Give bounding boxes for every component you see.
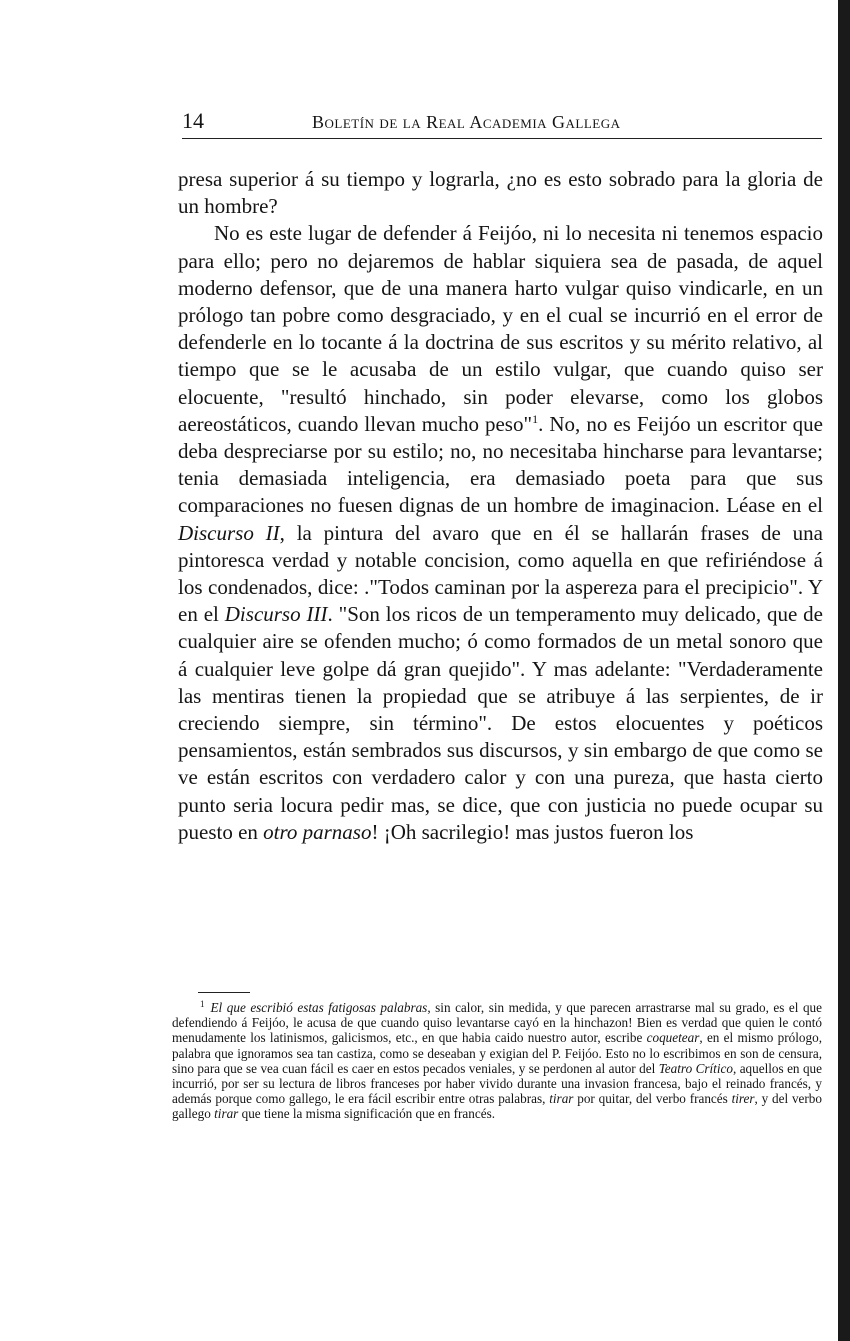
footnote-italic-3: Teatro Crítico [658, 1060, 733, 1076]
footnote-text-2: , en el mismo prólogo, palabra que ignoramos sea tan castiza, como se deseaban y exigian del P. Feijóo. Esto no lo escribimos en son de censura, sino para que se vea cuan fácil es caer en estos pecados veniales, y se perdonen al autor del [172, 1030, 822, 1076]
paragraph-1: presa superior á su tiempo y lograrla, ¿no es esto sobrado para la gloria de un hombre? [178, 167, 823, 219]
footnote-text-5: , y del verbo gallego [172, 1091, 822, 1122]
footnote-reference: 1 [532, 411, 539, 426]
scan-edge-bar [838, 0, 850, 1341]
running-title: Boletín de la Real Academia Gallega [312, 112, 621, 132]
footnotes [172, 1000, 822, 1122]
discurso-iii-title: Discurso III [224, 602, 328, 627]
body-text [178, 166, 823, 846]
page-header [182, 106, 822, 139]
footnote-mark: 1 [200, 998, 205, 1009]
footnote-text-3: , aquellos en que incurrió, por ser su lectura de libros franceses por haber vivido durante una invasion francesa, bajo el reinado francés, y además porque como gallego, le era fácil escribir entre otras palabras, [172, 1060, 823, 1107]
footnote-italic-1: El que escribió estas fatigosas palabras [210, 1000, 428, 1015]
footnote-italic-5: tirer [731, 1091, 755, 1107]
footnote-text-6: que tiene la misma significación que en francés. [238, 1106, 496, 1122]
paragraph-2-part-d: ! ¡Oh sacrilegio! mas justos fueron los [371, 819, 694, 844]
footnote-italic-2: coquetear [646, 1030, 700, 1046]
page-number: 14 [182, 108, 204, 133]
paragraph-2-part-b: , la pintura del avaro que en él se hallarán frases de una pintoresca verdad y notable concision, como aquella en que refiriéndose á los condenados, dice: ."Todos caminan por la aspereza para el precipicio". Y en el [178, 520, 823, 627]
footnote-italic-6: tirar [214, 1106, 239, 1122]
footnote-text-1: , sin calor, sin medida, y que parecen arrastrarse mal su grado, es el que defendiendo á Feijóo, le acusa de que cuando quiso levantarse cayó en la hinchazon! Bien es verdad que quien le contó menudamente los latinismos, galicismos, etc., en que habia caido nuestro autor, escribe [172, 1000, 823, 1046]
paragraph-2-part-c: . "Son los ricos de un temperamento muy delicado, que de cualquier aire se ofenden mucho; ó como formados de un metal sonoro que á cualquier leve golpe dá gran quejido". Y mas adelante: "Verdaderamente las mentiras tienen la propiedad que se atribuye á las serpientes, de ir creciendo siempre, sin término". De estos elocuentes y poéticos pensamientos, están sembrados sus discursos, y sin embargo de que como se ve están escritos con verdadero calor y con una pureza, que hasta cierto punto seria locura pedir mas, se dice, que con justicia no puede ocupar su puesto en [178, 602, 824, 844]
discurso-ii-title: Discurso II [178, 520, 280, 545]
paragraph-2-part-a: . No, no es Feijóo un escritor que deba despreciarse por su estilo; no, no necesitaba hincharse para levantarse; tenia demasiada inteligencia, era demasiado poeta para que sus comparaciones no fuesen dignas de un hombre de imaginacion. Léase en el [178, 411, 823, 518]
footnote-1 [172, 1000, 822, 1122]
paragraph-2-part-0: No es este lugar de defender á Feijóo, ni lo necesita ni tenemos espacio para ello; pero no dejaremos de hablar siquiera sea de pasada, de aquel moderno defensor, que de una manera harto vulgar quiso vindicarle, en un prólogo tan pobre como desgraciado, y en el cual se incurrió en el error de defenderle en lo tocante á la doctrina de sus escritos y su mérito relativo, al tiempo que se le acusaba de un estilo vulgar, que cuando quiso ser elocuente, "resultó hinchado, sin poder elevarse, como los globos aereostáticos, cuando llevan mucho peso" [178, 221, 823, 436]
footnote-italic-4: tirar [549, 1091, 574, 1107]
otro-parnaso-phrase: otro parnaso [263, 819, 372, 844]
footnote-text-4: por quitar, del verbo francés [573, 1091, 732, 1107]
footnote-rule [198, 992, 250, 993]
paragraph-2 [178, 220, 823, 846]
